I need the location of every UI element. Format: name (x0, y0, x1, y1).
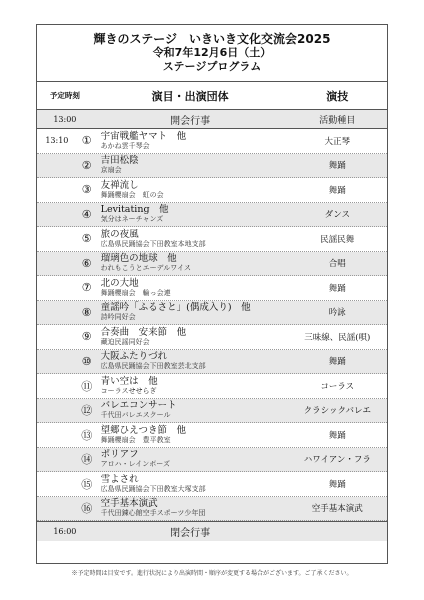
row-body (97, 376, 288, 396)
row-number: ⑤ (81, 232, 92, 246)
performer-group: 広島県民踊協会下田教室芸北支部 (100, 362, 206, 371)
closing-row (37, 521, 387, 541)
performance-title: 空手基本演武 (100, 498, 158, 510)
row-body (97, 449, 288, 469)
row-number: ⑮ (81, 477, 93, 491)
row-body (97, 229, 288, 249)
row-number: ② (81, 158, 92, 172)
performance-genre: 舞踊 (328, 185, 346, 196)
opening-time: 13:00 (53, 114, 77, 124)
program-row (37, 399, 387, 424)
program-row (37, 448, 387, 473)
performer-group: 気分はネーチャンズ (100, 215, 164, 224)
performance-genre: 合唱 (328, 259, 346, 270)
opening-label: 開会行事 (170, 115, 211, 127)
performance-title: 友禅流し (100, 179, 139, 191)
program-row (37, 252, 387, 277)
row-number: ⑨ (81, 330, 92, 344)
program-row (37, 154, 387, 179)
performer-group: 舞踊櫻扇会 豊平教室 (100, 435, 171, 444)
performance-title: 吉田松陰 (100, 155, 139, 167)
performance-title: 旅の夜風 (100, 228, 139, 240)
performance-genre: 舞踊 (328, 161, 346, 172)
performer-group: コーラスせせらぎ (100, 386, 157, 395)
row-body (97, 180, 288, 200)
row-number: ⑧ (81, 305, 92, 319)
row-number: ⑭ (81, 453, 93, 467)
row-body (97, 131, 288, 151)
program-row (37, 350, 387, 375)
closing-label: 閉会行事 (170, 528, 211, 539)
performance-title: 北の大地 (100, 277, 139, 289)
performance-genre: 空手基本演武 (311, 504, 363, 515)
performance-genre: 舞踊 (328, 283, 346, 294)
performance-genre: ダンス (324, 210, 350, 221)
row-number: ⑦ (81, 281, 92, 295)
table-header (37, 82, 387, 110)
program-row (37, 129, 387, 154)
program-row (37, 325, 387, 350)
performer-group: 広島県民踊協会下田教室大塚支部 (100, 484, 206, 493)
performance-title: 大阪ふたりづれ (100, 351, 168, 363)
performer-group: アロハ・レインボーズ (100, 460, 170, 469)
performance-genre: 三味線、民謡(唄) (304, 332, 371, 343)
performance-genre: 舞踊 (328, 430, 346, 441)
header-time: 予定時刻 (49, 91, 80, 100)
program-subtitle: ステージプログラム (162, 60, 262, 73)
performance-genre: 大正琴 (324, 136, 351, 147)
performance-title: ポリアフ (100, 449, 139, 461)
row-number: ⑫ (81, 404, 93, 418)
row-body (97, 253, 288, 273)
row-body (97, 474, 288, 494)
event-title: 輝きのステージ いきいき文化交流会2025 (93, 32, 331, 46)
performer-group: 広島県民踊協会下田教室本地支部 (100, 239, 206, 248)
row-number: ⑩ (81, 354, 92, 368)
performance-title: 望郷ひえつき節 他 (100, 424, 186, 436)
title-block (37, 25, 387, 82)
closing-time: 16:00 (53, 527, 77, 536)
opening-genre: 活動種目 (319, 115, 356, 126)
row-number: ⑪ (81, 379, 93, 393)
performance-genre: 吟詠 (328, 308, 346, 319)
program-row (37, 227, 387, 252)
row-body (97, 204, 288, 224)
performance-title: 瑠璃色の地球 他 (100, 253, 177, 265)
program-row (37, 276, 387, 301)
row-body (97, 155, 288, 175)
performance-title: 雪よされ (100, 473, 139, 485)
performance-title: バレエコンサート (100, 400, 177, 412)
program-row (37, 203, 387, 228)
row-body (97, 400, 288, 420)
row-body (97, 351, 288, 371)
performance-genre: クラシックバレエ (303, 406, 371, 417)
performance-genre: ハワイアン・フラ (303, 455, 371, 466)
program-row (37, 497, 387, 522)
performer-group: 千代田バレエスクール (100, 411, 171, 420)
performance-genre: 舞踊 (328, 479, 346, 490)
performance-genre: コーラス (320, 381, 355, 392)
performance-genre: 舞踊 (328, 357, 346, 368)
performer-group: 舞踊櫻扇会 輪っ会連 (100, 288, 171, 297)
program-row (37, 301, 387, 326)
row-number: ③ (81, 183, 92, 197)
row-body (97, 425, 288, 445)
performance-genre: 民謡民舞 (320, 234, 355, 245)
performer-group: あかね雲千琴会 (100, 141, 150, 150)
row-body (97, 327, 288, 347)
row-number: ⑬ (81, 428, 93, 442)
program-row (37, 423, 387, 448)
row-body (97, 302, 288, 322)
performance-title: 宇宙戦艦ヤマト 他 (100, 130, 187, 142)
performer-group: われもこうとエーデルワイス (100, 264, 192, 273)
row-body (97, 498, 288, 518)
event-date: 令和7年12月6日（土） (152, 46, 272, 59)
program-row (37, 472, 387, 497)
row-number: ⑯ (81, 502, 93, 516)
performer-group: 千代田錬心館空手スポーツ少年団 (100, 509, 206, 518)
performer-group: 藏迫民謡同好会 (100, 337, 150, 346)
performance-title: 童謡吟「ふるさと」(偶成入り) 他 (100, 302, 251, 314)
performance-title: 青い空は 他 (100, 375, 158, 387)
row-time: 13:10 (45, 136, 69, 146)
program-row (37, 178, 387, 203)
performer-group: 舞踊櫻扇会 虹の会 (100, 190, 164, 199)
program-frame (36, 24, 388, 564)
performer-group: 京扇会 (100, 166, 122, 175)
footnote: ※予定時間は目安です。進行状況により出演時間・順序が変更する場合がございます。ご了承ください。 (71, 570, 353, 577)
header-genre: 演技 (326, 89, 349, 103)
program-row (37, 374, 387, 399)
row-number: ① (81, 134, 92, 148)
performer-group: 詩吟同好会 (100, 313, 136, 322)
program-list (37, 129, 387, 521)
row-body (97, 278, 288, 298)
performance-title: 合奏曲 安来節 他 (100, 326, 187, 338)
row-number: ⑥ (81, 256, 92, 270)
opening-row (37, 110, 387, 129)
header-program: 演目・出演団体 (151, 89, 229, 103)
performance-title: Levitating 他 (100, 204, 169, 216)
row-number: ④ (81, 207, 92, 221)
